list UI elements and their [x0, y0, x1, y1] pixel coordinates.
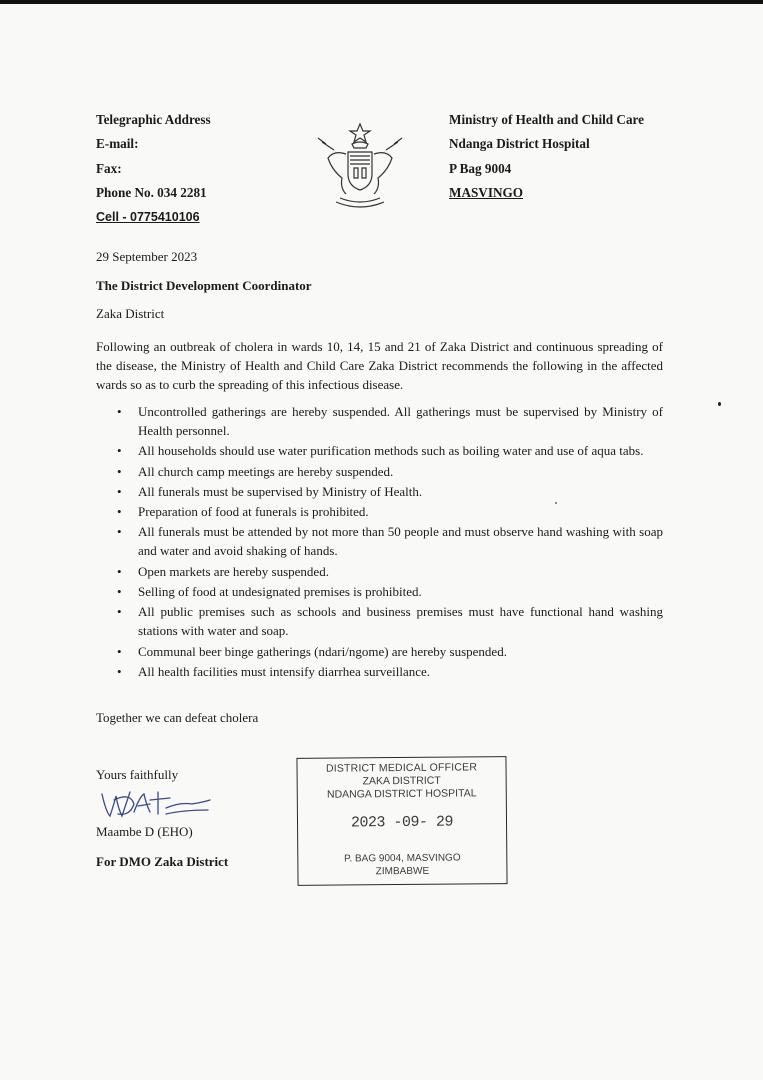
ministry-name: Ministry of Health and Child Care — [449, 112, 645, 127]
bullet-icon: • — [117, 483, 122, 499]
letterhead-left — [96, 108, 211, 229]
measure-text: Communal beer binge gatherings (ndari/ngome) are hereby suspended. — [138, 643, 507, 659]
signatory-office: For DMO Zaka District — [96, 854, 229, 869]
list-item — [114, 602, 663, 640]
recipient-title: The District Development Coordinator — [96, 278, 312, 293]
bullet-icon: • — [117, 643, 122, 659]
email-line: E-mail: — [96, 136, 139, 152]
list-item — [114, 441, 663, 460]
measures-list — [114, 402, 663, 682]
measure-text: Uncontrolled gatherings are hereby suspended. All gatherings must be supervised by Ministry of Health personnel. — [138, 404, 663, 438]
list-item — [114, 642, 663, 661]
stamp-line-1: DISTRICT MEDICAL OFFICER — [325, 761, 478, 775]
list-item — [114, 402, 663, 440]
measure-text: Open markets are hereby suspended. — [138, 563, 329, 579]
list-item — [114, 582, 663, 601]
telegraphic-address: Telegraphic Address — [96, 112, 211, 127]
measure-text: All health facilities must intensify diarrhea surveillance. — [138, 663, 431, 679]
bullet-icon: • — [117, 443, 122, 459]
list-item — [114, 462, 663, 481]
bullet-icon: • — [117, 663, 122, 679]
list-item — [114, 662, 663, 681]
measure-text: Selling of food at undesignated premises is prohibited. — [138, 584, 422, 600]
letter-date: 29 September 2023 — [96, 249, 198, 264]
measure-text: All funerals must be supervised by Ministry of Health. — [138, 483, 423, 499]
stamp-line-5: ZIMBABWE — [375, 865, 430, 878]
postal-bag: P Bag 9004 — [449, 160, 512, 176]
letterhead-right — [449, 108, 644, 205]
cell-line: Cell - 0775410106 — [96, 210, 200, 225]
measure-text: All church camp meetings are hereby suspended. — [138, 463, 394, 479]
yours-faithfully: Yours faithfully — [96, 767, 179, 782]
intro-paragraph: Following an outbreak of cholera in wards 10, 14, 15 and 21 of Zaka District and continuous spreading of the disease, the Ministry of Health and Child Care Zaka District recommends the following in the affected wards so as to curb the spreading of this infectious disease. — [96, 339, 663, 392]
measure-text: All households should use water purification methods such as boiling water and use of aqua tabs. — [138, 443, 644, 459]
list-item — [114, 502, 663, 521]
stamp-date: 2023 -09- 29 — [350, 813, 454, 832]
coat-of-arms-icon — [312, 120, 408, 212]
bullet-icon: • — [117, 584, 122, 600]
bullet-icon: • — [117, 463, 122, 479]
bullet-icon: • — [117, 524, 122, 540]
bullet-icon: • — [117, 504, 122, 520]
signatory-name: Maambe D (EHO) — [96, 824, 193, 839]
official-stamp — [296, 756, 507, 886]
list-item — [114, 562, 663, 581]
handwritten-signature-icon — [100, 786, 212, 824]
measure-text: All funerals must be attended by not more than 50 people and must observe hand washing with soap and water and avoid shaking of hands. — [138, 524, 663, 559]
phone-line: Phone No. 034 2281 — [96, 184, 207, 200]
scan-speck — [718, 402, 721, 406]
town-name: MASVINGO — [449, 184, 523, 200]
stamp-line-4: P. BAG 9004, MASVINGO — [344, 852, 461, 865]
stamp-line-3: NDANGA DISTRICT HOSPITAL — [326, 787, 477, 801]
list-item — [114, 522, 663, 560]
measure-text: All public premises such as schools and business premises must have functional hand washing stations with water and soap. — [138, 604, 663, 639]
bullet-icon: • — [117, 404, 122, 419]
closing-line: Together we can defeat cholera — [96, 710, 259, 725]
measure-text: Preparation of food at funerals is prohibited. — [138, 504, 369, 520]
bullet-icon: • — [117, 563, 122, 579]
scan-speck — [555, 502, 557, 504]
hospital-name: Ndanga District Hospital — [449, 136, 590, 152]
stamp-line-2: ZAKA DISTRICT — [362, 774, 441, 788]
recipient-district: Zaka District — [96, 306, 165, 321]
list-item — [114, 482, 663, 501]
bullet-icon: • — [117, 604, 122, 620]
fax-line: Fax: — [96, 160, 122, 176]
